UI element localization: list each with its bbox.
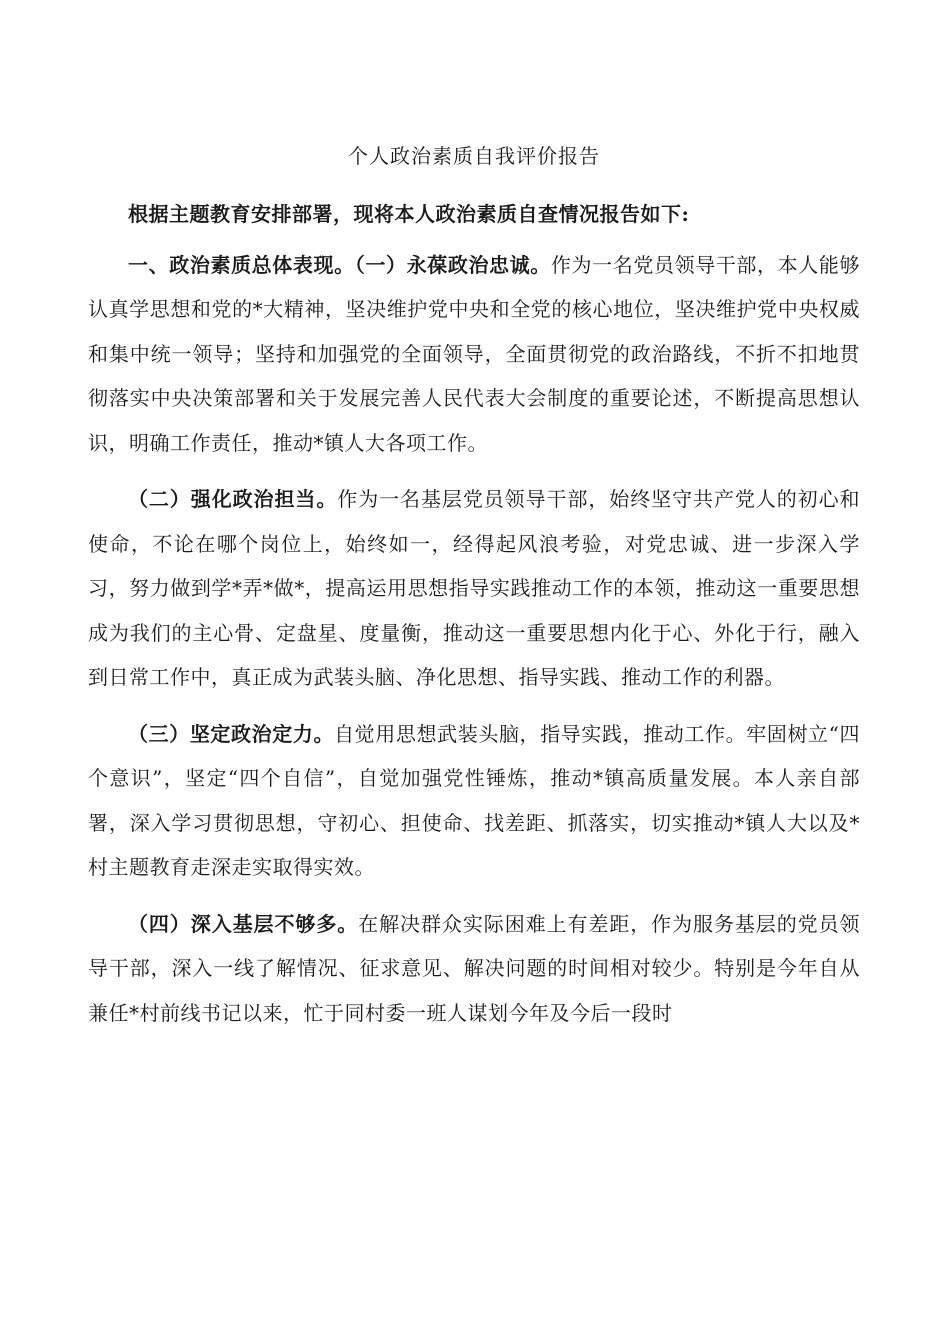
section-body-3: 自觉用思想武装头脑，指导实践，推动工作。牢固树立“四个意识”，坚定“四个自信”，自觉加强党性锤炼，推动*镇高质量发展。本人亲自部署，深入学习贯彻思想，守初心、担使命、找差距、抓落实，切实推动*镇人大以及*村主题教育走深走实取得实效。: [88, 721, 860, 879]
document-title: 个人政治素质自我评价报告: [348, 144, 600, 168]
section-heading-2: （二）强化政治担当。: [128, 487, 338, 511]
section-body-1: 作为一名党员领导干部，本人能够认真学思想和党的*大精神，坚决维护党中央和全党的核心地位，坚决维护党中央权威和集中统一领导；坚持和加强党的全面领导，全面贯彻党的政治路线，不折不扣地贯彻落实中央决策部署和关于发展完善人民代表大会制度的重要论述，不断提高思想认识，明确工作责任，推动*镇人大各项工作。: [88, 252, 861, 455]
document-body: [88, 138, 860, 1047]
section-heading-4: （四）深入基层不够多。: [128, 911, 359, 936]
section-body-2: 作为一名基层党员领导干部，始终坚守共产党人的初心和使命，不论在哪个岗位上，始终如一，经得起风浪考验，对党忠诚、进一步深入学习，努力做到学*弄*做*，提高运用思想指导实践推动工作的本领，推动这一重要思想成为我们的主心骨、定盘星、度量衡，推动这一重要思想内化于心、外化于行，融入到日常工作中，真正成为武装头脑、净化思想、指导实践、推动工作的利器。: [88, 487, 861, 689]
section-paragraph-1: [88, 243, 860, 466]
section-heading-1: 一、政治素质总体表现。（一）永葆政治忠诚。: [128, 252, 551, 277]
intro-paragraph: 根据主题教育安排部署，现将本人政治素质自查情况报告如下:: [128, 202, 690, 226]
section-paragraph-3: [88, 712, 860, 890]
section-body-4: 在解决群众实际困难上有差距，作为服务基层的党员领导干部，深入一线了解情况、征求意见、解决问题的时间相对较少。特别是今年自从兼任*村前线书记以来，忙于同村委一班人谋划今年及今后一段时: [88, 911, 861, 1025]
section-paragraph-2: [88, 477, 860, 700]
section-heading-3: （三）坚定政治定力。: [128, 721, 335, 746]
section-paragraph-4: [88, 902, 860, 1036]
